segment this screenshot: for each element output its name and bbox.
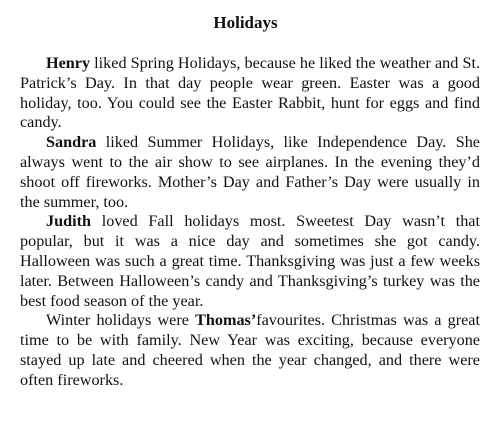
person-name-thomas: Thomas’ bbox=[195, 311, 257, 330]
person-name-sandra: Sandra bbox=[46, 133, 97, 152]
paragraph-henry bbox=[20, 54, 480, 133]
page-title: Holidays bbox=[213, 13, 278, 32]
person-name-judith: Judith bbox=[46, 212, 91, 231]
paragraph-text: loved Fall holidays most. Sweetest Day wasn’t that popular, but it was a nice day and sometimes she got candy. Halloween was such a great time. Thanksgiving was just a few weeks later. Between Halloween’s candy and Thanksgiving’s turkey was the best food season of the year. bbox=[20, 212, 480, 310]
paragraph-text: liked Summer Holidays, like Independence Day. She always went to the air show to see airplanes. In the evening they’d shoot off fireworks. Mother’s Day and Father’s Day were usually in the summer, too. bbox=[20, 133, 480, 211]
paragraph-thomas bbox=[20, 311, 480, 390]
paragraph-judith bbox=[20, 212, 480, 311]
paragraph-sandra bbox=[20, 133, 480, 212]
paragraph-text: liked Spring Holidays, because he liked the weather and St. Patrick’s Day. In that day people wear green. Easter was a good holiday, too. You could see the Easter Rabbit, hunt for eggs and find candy. bbox=[20, 54, 480, 132]
person-name-henry: Henry bbox=[46, 54, 91, 72]
paragraph-text: favourites. Christmas was a great time to be with family. New Year was exciting, because everyone stayed up late and cheered when the year changed, and there were often fireworks. bbox=[20, 311, 480, 389]
paragraph-lead: Winter holidays were bbox=[46, 311, 196, 330]
article-body bbox=[20, 54, 480, 391]
